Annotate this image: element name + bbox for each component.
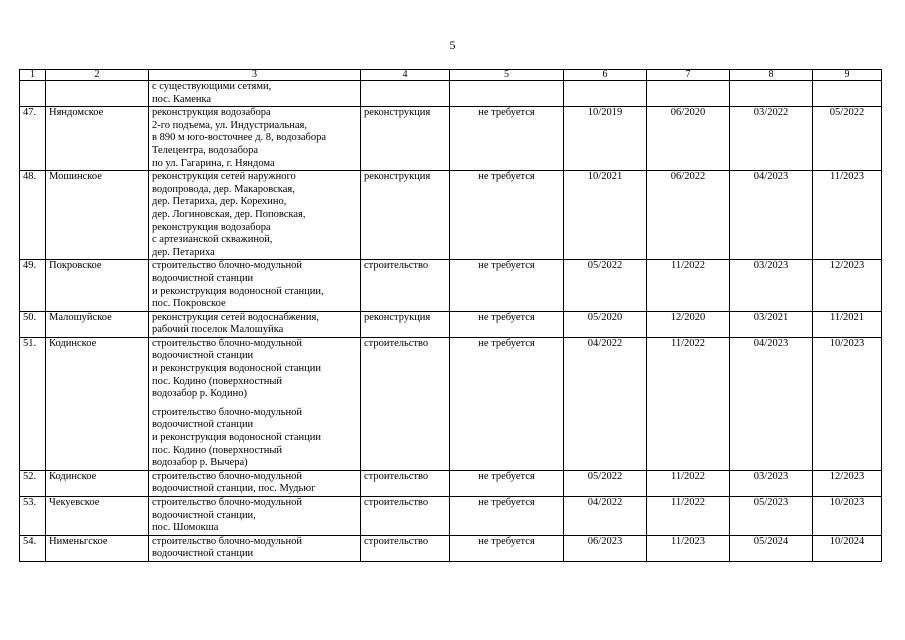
date-col-9: 12/2023 — [813, 470, 882, 496]
project-description — [149, 470, 361, 496]
continuation-row — [20, 81, 882, 107]
column-header: 9 — [813, 70, 882, 81]
settlement-name: Покровское — [46, 260, 149, 311]
project-description — [149, 535, 361, 561]
table-row — [20, 107, 882, 171]
project-description — [149, 337, 361, 470]
date-col-9: 11/2023 — [813, 171, 882, 260]
description-line: строительство блочно-модульной — [152, 470, 302, 482]
date-col-8: 05/2023 — [730, 497, 813, 536]
date-col-8: 03/2021 — [730, 311, 813, 337]
description-line: и реконструкция водоносной станции — [152, 432, 321, 444]
description-line: реконструкция сетей водоснабжения, — [152, 311, 320, 323]
work-type: реконструкция — [361, 171, 450, 260]
date-col-9: 10/2023 — [813, 337, 882, 470]
date-col-6: 10/2019 — [564, 107, 647, 171]
table-row — [20, 470, 882, 496]
construction-schedule-table — [19, 69, 882, 562]
description-line: в 890 м юго-восточнее д. 8, водозабора — [152, 132, 327, 144]
date-col-6: 05/2020 — [564, 311, 647, 337]
page-number: 5 — [449, 38, 456, 52]
column-header: 6 — [564, 70, 647, 81]
date-col-6: 04/2022 — [564, 337, 647, 470]
row-number: 49. — [20, 260, 46, 311]
description-line: строительство блочно-модульной — [152, 406, 302, 418]
description-line: 2-го подъема, ул. Индустриальная, — [152, 119, 307, 131]
settlement-name: Кодинское — [46, 470, 149, 496]
date-col-8: 04/2023 — [730, 171, 813, 260]
expertise-status: не требуется — [450, 470, 564, 496]
date-col-7: 06/2022 — [647, 171, 730, 260]
continuation-description — [149, 81, 361, 107]
project-description — [149, 497, 361, 536]
date-col-6: 05/2022 — [564, 260, 647, 311]
description-line: дер. Петариха — [152, 246, 215, 258]
description-line: водоочистной станции — [152, 272, 254, 284]
table-row — [20, 337, 882, 470]
description-line: водоочистной станции, пос. Мудьюг — [152, 483, 316, 495]
work-type: строительство — [361, 337, 450, 470]
column-header: 8 — [730, 70, 813, 81]
project-description — [149, 311, 361, 337]
description-line: и реконструкция водоносной станции, — [152, 285, 324, 297]
date-col-8: 05/2024 — [730, 535, 813, 561]
table-row — [20, 311, 882, 337]
row-number: 50. — [20, 311, 46, 337]
date-col-9: 12/2023 — [813, 260, 882, 311]
date-col-9: 11/2021 — [813, 311, 882, 337]
row-number: 52. — [20, 470, 46, 496]
expertise-status: не требуется — [450, 497, 564, 536]
description-line: водопровода, дер. Макаровская, — [152, 183, 295, 195]
description-line: водоочистной станции — [152, 350, 254, 362]
table-row — [20, 171, 882, 260]
row-number: 53. — [20, 497, 46, 536]
date-col-9: 10/2024 — [813, 535, 882, 561]
description-line: водозабор р. Вычера) — [152, 457, 248, 469]
date-col-7: 11/2022 — [647, 337, 730, 470]
column-header: 1 — [20, 70, 46, 81]
description-line: водоочистной станции, — [152, 509, 256, 521]
description-line: водозабор р. Кодино) — [152, 388, 247, 400]
row-number: 51. — [20, 337, 46, 470]
date-col-6: 04/2022 — [564, 497, 647, 536]
description-line: рабочий поселок Малошуйка — [152, 324, 284, 336]
settlement-name: Малошуйское — [46, 311, 149, 337]
description-line: пос. Шомокша — [152, 522, 219, 534]
date-col-8: 03/2022 — [730, 107, 813, 171]
description-line: с артезианской скважиной, — [152, 234, 273, 246]
work-type: реконструкция — [361, 311, 450, 337]
date-col-7: 06/2020 — [647, 107, 730, 171]
description-line: пос. Кодино (поверхностный — [152, 444, 283, 456]
date-col-6: 10/2021 — [564, 171, 647, 260]
description-line: с существующими сетями, — [152, 81, 272, 92]
work-type: строительство — [361, 260, 450, 311]
row-number: 47. — [20, 107, 46, 171]
description-line: строительство блочно-модульной — [152, 260, 302, 272]
description-line: строительство блочно-модульной — [152, 535, 302, 547]
expertise-status: не требуется — [450, 260, 564, 311]
description-line: реконструкция водозабора — [152, 107, 271, 119]
description-line: и реконструкция водоносной станции — [152, 363, 321, 375]
description-line: реконструкция водозабора — [152, 221, 271, 233]
work-type: строительство — [361, 535, 450, 561]
expertise-status: не требуется — [450, 311, 564, 337]
column-header: 5 — [450, 70, 564, 81]
date-col-7: 11/2022 — [647, 470, 730, 496]
date-col-6: 06/2023 — [564, 535, 647, 561]
expertise-status: не требуется — [450, 337, 564, 470]
project-description-second — [152, 407, 357, 470]
description-line: дер. Петариха, дер. Корехино, — [152, 196, 287, 208]
description-line: по ул. Гагарина, г. Няндома — [152, 157, 275, 169]
project-description — [149, 171, 361, 260]
settlement-name: Мошинское — [46, 171, 149, 260]
column-number-row — [20, 70, 882, 81]
date-col-8: 03/2023 — [730, 470, 813, 496]
date-col-7: 11/2023 — [647, 535, 730, 561]
date-col-8: 04/2023 — [730, 337, 813, 470]
table-row — [20, 260, 882, 311]
description-line: водоочистной станции — [152, 548, 254, 560]
work-type: строительство — [361, 470, 450, 496]
work-type: реконструкция — [361, 107, 450, 171]
column-header: 7 — [647, 70, 730, 81]
expertise-status: не требуется — [450, 107, 564, 171]
settlement-name: Кодинское — [46, 337, 149, 470]
description-line: пос. Покровское — [152, 298, 226, 310]
description-line: водоочистной станции — [152, 419, 254, 431]
description-line: пос. Каменка — [152, 93, 212, 105]
expertise-status: не требуется — [450, 535, 564, 561]
table-row — [20, 497, 882, 536]
settlement-name: Чекуевское — [46, 497, 149, 536]
row-number: 48. — [20, 171, 46, 260]
date-col-7: 11/2022 — [647, 497, 730, 536]
date-col-7: 12/2020 — [647, 311, 730, 337]
work-type: строительство — [361, 497, 450, 536]
settlement-name: Няндомское — [46, 107, 149, 171]
project-description — [149, 260, 361, 311]
date-col-8: 03/2023 — [730, 260, 813, 311]
date-col-7: 11/2022 — [647, 260, 730, 311]
description-line: реконструкция сетей наружного — [152, 171, 296, 183]
project-description — [149, 107, 361, 171]
date-col-6: 05/2022 — [564, 470, 647, 496]
expertise-status: не требуется — [450, 171, 564, 260]
date-col-9: 05/2022 — [813, 107, 882, 171]
column-header: 4 — [361, 70, 450, 81]
description-line: дер. Логиновская, дер. Поповская, — [152, 208, 306, 220]
date-col-9: 10/2023 — [813, 497, 882, 536]
row-number: 54. — [20, 535, 46, 561]
table-row — [20, 535, 882, 561]
description-line: строительство блочно-модульной — [152, 337, 302, 349]
column-header: 2 — [46, 70, 149, 81]
settlement-name: Нименьгское — [46, 535, 149, 561]
description-line: Телецентра, водозабора — [152, 144, 259, 156]
description-line: строительство блочно-модульной — [152, 497, 302, 508]
column-header: 3 — [149, 70, 361, 81]
description-line: пос. Кодино (поверхностный — [152, 375, 283, 387]
